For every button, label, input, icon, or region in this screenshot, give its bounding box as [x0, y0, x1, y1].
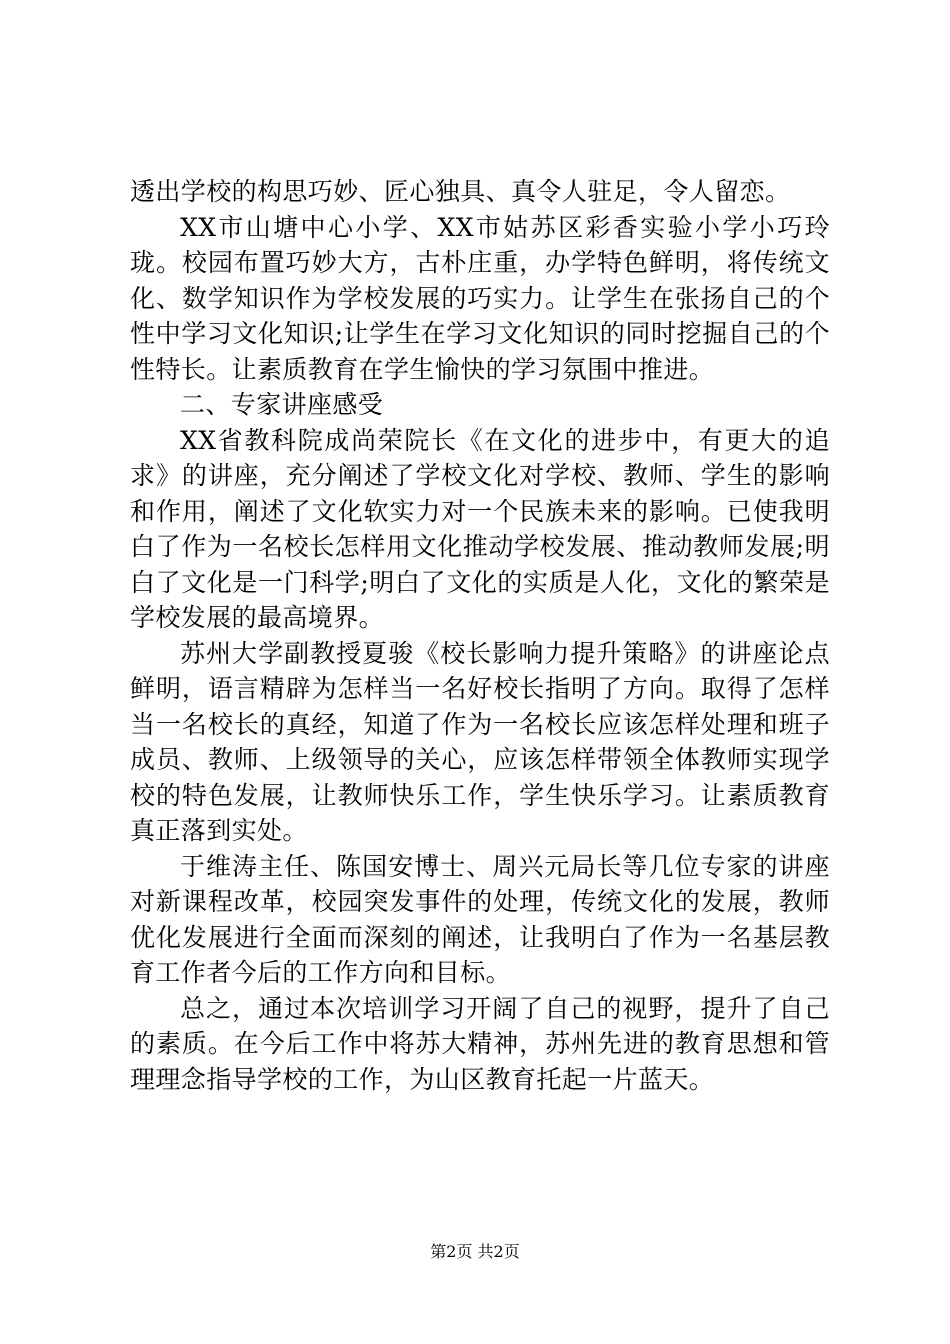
paragraph-1: 透出学校的构思巧妙、匠心独具、真令人驻足，令人留恋。 — [130, 177, 791, 206]
paragraph-3: XX省教科院成尚荣院长《在文化的进步中，有更大的追求》的讲座，充分阐述了学校文化对学校、教师、学生的影响和作用，阐述了文化软实力对一个民族未来的影响。已使我明白了作为一名校长怎样用文化推动学校发展、推动教师发展;明白了文化是一门科学;明白了文化的实质是人化，文化的繁荣是学校发展的最高境界。 — [130, 425, 830, 632]
paragraph-2: XX市山塘中心小学、XX市姑苏区彩香实验小学小巧玲珑。校园布置巧妙大方，古朴庄重，办学特色鲜明，将传统文化、数学知识作为学校发展的巧实力。让学生在张扬自己的个性中学习文化知识;让学生在学习文化知识的同时挖掘自己的个性特长。让素质教育在学生愉快的学习氛围中推进。 — [130, 212, 830, 384]
paragraph-6: 总之，通过本次培训学习开阔了自己的视野，提升了自己的素质。在今后工作中将苏大精神，苏州先进的教育思想和管理理念指导学校的工作，为山区教育托起一片蓝天。 — [130, 993, 830, 1094]
paragraph-5: 于维涛主任、陈国安博士、周兴元局长等几位专家的讲座对新课程改革，校园突发事件的处理，传统文化的发展，教师优化发展进行全面而深刻的阐述，让我明白了作为一名基层教育工作者今后的工作方向和目标。 — [130, 851, 830, 987]
section-heading: 二、专家讲座感受 — [180, 390, 384, 419]
paragraph-4: 苏州大学副教授夏骏《校长影响力提升策略》的讲座论点鲜明，语言精辟为怎样当一名好校长指明了方向。取得了怎样当一名校长的真经，知道了作为一名校长应该怎样处理和班子成员、教师、上级领导的关心，应该怎样带领全体教师实现学校的特色发展，让教师快乐工作，学生快乐学习。让素质教育真正落到实处。 — [130, 638, 830, 845]
document-body — [130, 174, 830, 1097]
page-footer: 第2页 共2页 — [430, 1242, 520, 1261]
